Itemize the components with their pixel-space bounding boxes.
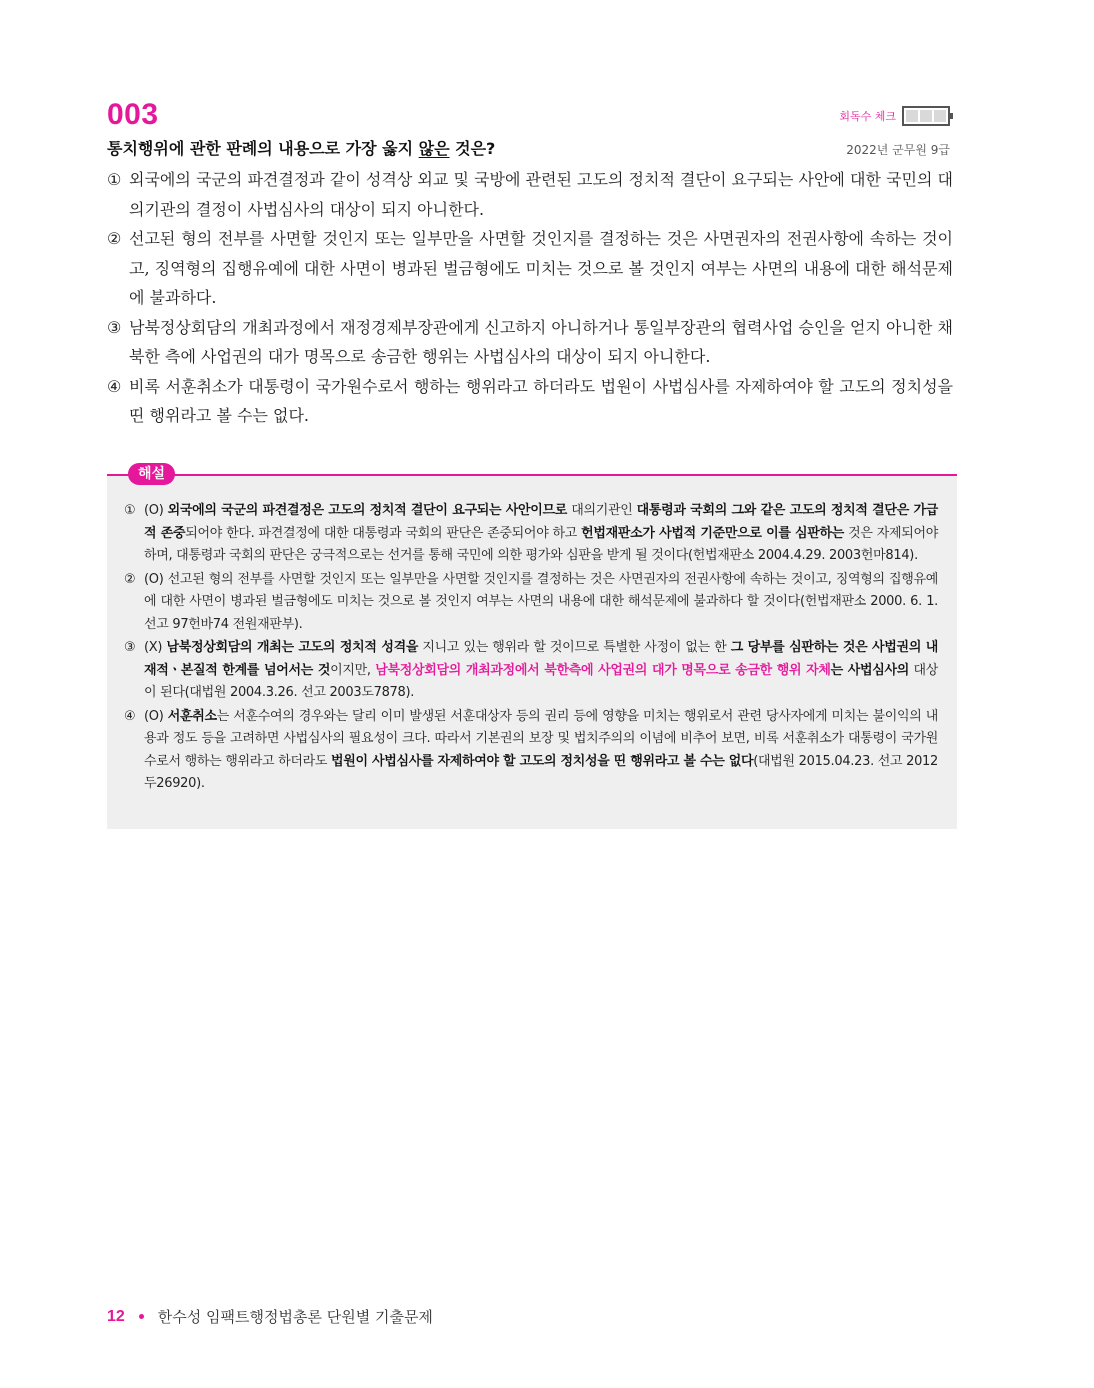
option-text: 외국에의 국군의 파견결정과 같이 성격상 외교 및 국방에 관련된 고도의 정치적 결단이 요구되는 사안에 대한 국민의 대의기관의 결정이 사법심사의 대상이 되지 아니한다. <box>129 170 953 219</box>
explanation-mark: ④ <box>124 708 136 724</box>
explanation-segment: (대법원 2015.04.23. 선고 2012두26920). <box>144 753 938 791</box>
option-mark: ② <box>107 229 122 248</box>
explanation-segment: 남북정상회담의 개최는 고도의 정치적 성격을 <box>166 640 419 655</box>
option-1[interactable] <box>107 165 953 224</box>
explanation-item <box>124 500 938 568</box>
option-mark: ④ <box>107 376 122 396</box>
explanation-segment: 것은 자제되어야 하며, 대통령과 국회의 판단은 궁극적으로는 선거를 통해 국민에 의한 평가와 심판을 받게 될 것이다(헌법재판소 2004.4.29. 2003헌마814). <box>144 525 939 563</box>
question-text-before: 통치행위에 관한 판례의 내용으로 가장 옳지 <box>107 139 419 158</box>
explanation-segment: 지니고 있는 행위라 할 것이므로 특별한 사정이 없는 한 <box>418 640 731 655</box>
explanation-item <box>124 637 938 705</box>
review-battery-icon[interactable] <box>902 106 950 126</box>
explanation-content <box>124 500 938 797</box>
explanation-segment: 는 사법심사의 <box>830 662 910 678</box>
question-number: 003 <box>107 98 159 131</box>
bullet-icon <box>139 1314 144 1319</box>
explanation-segment: 헌법재판소가 사법적 기준만으로 이를 심판하는 <box>581 525 845 541</box>
battery-cell[interactable] <box>934 110 946 122</box>
explanation-segment: 대통령과 국회의 그와 같은 고도의 정치적 결단은 가급적 존중 <box>144 503 938 541</box>
explanation-segment: (O) <box>144 708 168 724</box>
explanation-segment: 그 당부를 심판하는 것은 사법권의 내재적ㆍ본질적 한계를 넘어서는 것 <box>144 640 939 678</box>
book-title: 한수성 임팩트행정법총론 단원별 기출문제 <box>157 1308 433 1326</box>
explanation-segment: 외국에의 국군의 파견결정은 고도의 정치적 결단이 요구되는 사안이므로 <box>167 503 568 518</box>
explanation-label: 해설 <box>128 463 175 485</box>
option-text: 비록 서훈취소가 대통령이 국가원수로서 행하는 행위라고 하더라도 법원이 사법심사를 자제하여야 할 고도의 정치성을 띤 행위라고 볼 수는 없다. <box>129 376 953 425</box>
option-4[interactable] <box>107 372 953 431</box>
explanation-text <box>144 503 938 563</box>
explanation-segment: 법원이 사법심사를 자제하여야 할 고도의 정치성을 띤 행위라고 볼 수는 없다 <box>330 753 754 769</box>
page-footer <box>107 1306 433 1327</box>
explanation-segment: 이지만, <box>330 662 376 678</box>
explanation-mark: ① <box>124 503 136 518</box>
explanation-item <box>124 569 938 637</box>
explanation-divider <box>107 474 957 476</box>
explanation-mark: ③ <box>124 640 136 655</box>
explanation-text <box>144 709 938 792</box>
answer-options <box>107 165 953 431</box>
explanation-segment: 남북정상회담의 개최과정에서 북한측에 사업권의 대가 명목으로 송금한 행위 자체 <box>375 662 831 678</box>
explanation-text <box>144 572 938 632</box>
option-mark: ① <box>107 170 122 189</box>
explanation-segment: 서훈취소 <box>167 708 217 724</box>
question-text <box>107 136 495 159</box>
option-mark: ③ <box>107 317 122 337</box>
question-text-underlined: 않은 <box>418 139 450 158</box>
question-text-after: 것은? <box>449 139 496 158</box>
option-text: 선고된 형의 전부를 사면할 것인지 또는 일부만을 사면할 것인지를 결정하는 것은 사면권자의 전권사항에 속하는 것이고, 징역형의 집행유예에 대한 사면이 병과된 벌금형에도 미치는 것으로 볼 것인지 여부는 사면의 내용에 대한 해석문제에 불과하다. <box>129 229 953 307</box>
explanation-segment: 대상이 된다(대법원 2004.3.26. 선고 2003도7878). <box>144 662 938 700</box>
review-check <box>839 106 950 126</box>
explanation-segment: 되어야 한다. 파견결정에 대한 대통령과 국회의 판단은 존중되어야 하고 <box>185 525 582 541</box>
explanation-mark: ② <box>124 571 136 587</box>
option-3[interactable] <box>107 313 953 372</box>
explanation-segment: (O) <box>144 503 168 518</box>
page-number: 12 <box>107 1307 125 1325</box>
explanation-segment: (X) <box>144 640 167 655</box>
explanation-text <box>144 640 938 700</box>
option-2[interactable] <box>107 224 953 313</box>
option-text: 남북정상회담의 개최과정에서 재정경제부장관에게 신고하지 아니하거나 통일부장관의 협력사업 승인을 얻지 아니한 채 북한 측에 사업권의 대가 명목으로 송금한 행위는 사법심사의 대상이 되지 아니한다. <box>129 317 953 366</box>
explanation-item <box>124 706 938 796</box>
review-check-label: 회독수 체크 <box>839 110 896 123</box>
battery-cell[interactable] <box>906 110 918 122</box>
question-source: 2022년 군무원 9급 <box>846 143 950 157</box>
explanation-segment: (O) 선고된 형의 전부를 사면할 것인지 또는 일부만을 사면할 것인지를 결정하는 것은 사면권자의 전권사항에 속하는 것이고, 징역형의 집행유예에 대한 사면이 병과된 벌금형에도 미치는 것으로 볼 것인지 여부는 사면의 내용에 대한 해석문제에 불과하다 할 것이다(헌법재판소 2000. 6. 1. 선고 97헌바74 전원재판부). <box>144 571 938 632</box>
explanation-segment: 는 서훈수여의 경우와는 달리 이미 발생된 서훈대상자 등의 권리 등에 영향을 미치는 행위로서 관련 당사자에게 미치는 불이익의 내용과 정도 등을 고려하면 사법심사의 필요성이 크다. 따라서 기본권의 보장 및 법치주의의 이념에 비추어 보면, 비록 서훈취소가 대통령이 국가원수로서 행하는 행위라고 하더라도 <box>144 708 938 769</box>
battery-cell[interactable] <box>920 110 932 122</box>
explanation-segment: 대의기관인 <box>567 503 637 518</box>
